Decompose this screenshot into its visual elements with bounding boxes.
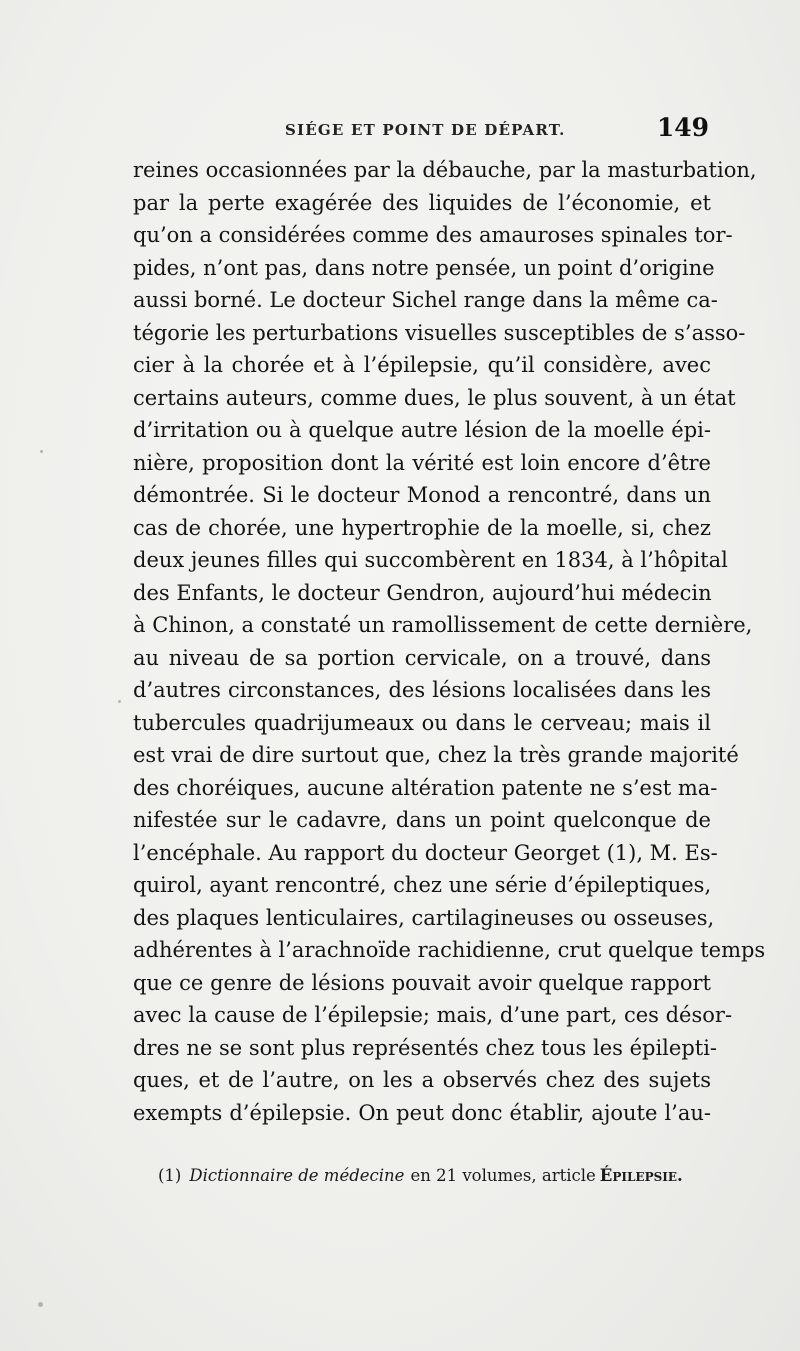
text-line: quirol, ayant rencontré, chez une série d’épileptiques, [133,873,712,897]
text-line: que ce genre de lésions pouvait avoir quelque rapport [133,970,711,995]
paper-speck [38,1302,43,1307]
body-text [133,154,766,1129]
page-header [133,112,711,148]
text-line: adhérentes à l’arachnoïde rachidienne, crut quelque temps [133,938,766,962]
text-line: des choréiques, aucune altération patente ne s’est ma- [133,775,718,800]
text-line: tubercules quadrijumeaux ou dans le cerveau; mais il [133,710,711,735]
footnote-title: Dictionnaire de médecine [189,1166,405,1185]
text-line: exempts d’épilepsie. On peut donc établir, ajoute l’au- [133,1100,711,1125]
text-line: cas de chorée, une hypertrophie de la moelle, si, chez [133,515,711,540]
text-line: des plaques lenticulaires, cartilagineuses ou osseuses, [133,905,715,930]
text-line: par la perte exagérée des liquides de l’économie, et [133,190,711,215]
text-line: deux jeunes filles qui succombèrent en 1834, à l’hôpital [133,548,728,572]
text-line: nière, proposition dont la vérité est loin encore d’être [133,450,711,475]
text-line: est vrai de dire surtout que, chez la très grande majorité [133,743,739,767]
text-line: aussi borné. Le docteur Sichel range dans la même ca- [133,288,718,312]
text-line: qu’on a considérées comme des amauroses spinales tor- [133,223,733,247]
paper-speck [118,700,121,703]
text-line: ques, et de l’autre, on les a observés chez des sujets [133,1068,711,1092]
text-line: au niveau de sa portion cervicale, on a trouvé, dans [133,645,711,670]
footnote [158,1166,683,1185]
paper-speck [40,450,43,453]
text-line: l’encéphale. Au rapport du docteur Georget (1), M. Es- [133,840,718,865]
running-title: SIÉGE ET POINT DE DÉPART. [285,121,566,139]
text-line: démontrée. Si le docteur Monod a rencontré, dans un [133,483,711,507]
text-line: à Chinon, a constaté un ramollissement de cette dernière, [133,613,753,637]
text-line: d’autres circonstances, des lésions localisées dans les [133,678,711,702]
footnote-marker: (1) [158,1166,182,1185]
footnote-term: Épilepsie. [599,1166,683,1185]
text-line: nifestée sur le cadavre, dans un point quelconque de [133,808,711,832]
text-line: certains auteurs, comme dues, le plus souvent, à un état [133,385,736,410]
text-line: cier à la chorée et à l’épilepsie, qu’il considère, avec [133,353,711,377]
text-line: avec la cause de l’épilepsie; mais, d’une part, ces désor- [133,1003,733,1027]
text-line: tégorie les perturbations visuelles susceptibles de s’asso- [133,320,746,345]
text-line: reines occasionnées par la débauche, par la masturbation, [133,158,757,182]
text-line: d’irritation ou à quelque autre lésion de la moelle épi- [133,418,711,442]
text-line: dres ne se sont plus représentés chez tous les épilepti- [133,1035,718,1060]
text-line: pides, n’ont pas, dans notre pensée, un point d’origine [133,255,715,280]
footnote-text: en 21 volumes, article [410,1166,596,1185]
page-number: 149 [656,113,709,142]
text-line: des Enfants, le docteur Gendron, aujourd’hui médecin [133,580,712,605]
